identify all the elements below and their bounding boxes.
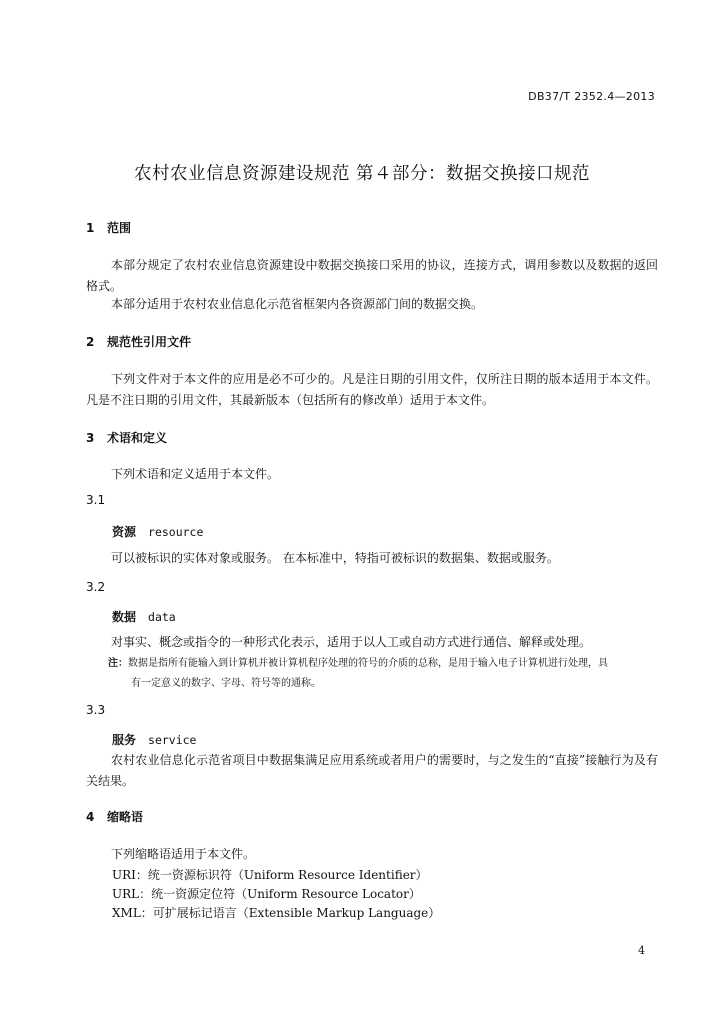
abbreviation-xml: XML：可扩展标记语言（Extensible Markup Language） (112, 906, 441, 920)
term-3-3-number: 3.3 (86, 703, 106, 717)
section-2-paragraph-1: 下列文件对于本文件的应用是必不可少的。凡是注日期的引用文件，仅所注日期的版本适用于本文件。凡是不注日期的引用文件，其最新版本（包括所有的修改单）适用于本文件。 (86, 372, 658, 407)
section-3-intro: 下列术语和定义适用于本文件。 (111, 467, 280, 481)
abbreviation-url: URL：统一资源定位符（Uniform Resource Locator） (112, 887, 421, 901)
term-zh: 数据 (112, 610, 137, 624)
section-title: 规范性引用文件 (107, 335, 192, 349)
term-3-2 (112, 608, 176, 625)
section-number: 2 (86, 335, 95, 349)
section-4-heading (86, 808, 143, 825)
term-3-1-number: 3.1 (86, 493, 106, 507)
section-2-heading (86, 333, 191, 350)
section-number: 1 (86, 221, 95, 235)
note-label: 注： (108, 658, 128, 669)
standard-code: DB37/T 2352.4—2013 (528, 90, 655, 103)
section-1-paragraph-1: 本部分规定了农村农业信息资源建设中数据交换接口采用的协议，连接方式，调用参数以及数据的返回格式。 (86, 258, 658, 293)
section-number: 3 (86, 431, 95, 445)
section-4-intro: 下列缩略语适用于本文件。 (111, 847, 256, 861)
section-1-heading (86, 219, 131, 236)
term-3-1 (112, 523, 203, 540)
term-zh: 服务 (112, 733, 137, 747)
section-title: 范围 (107, 221, 132, 235)
term-3-3-definition: 农村农业信息化示范省项目中数据集满足应用系统或者用户的需要时，与之发生的“直接”接触行为及有关结果。 (86, 753, 658, 788)
term-zh: 资源 (112, 525, 137, 539)
term-3-2-definition: 对事实、概念或指令的一种形式化表示，适用于以人工或自动方式进行通信、解释或处理。 (111, 635, 592, 649)
term-3-1-definition: 可以被标识的实体对象或服务。 在本标准中，特指可被标识的数据集、数据或服务。 (111, 551, 559, 565)
section-title: 术语和定义 (107, 431, 168, 445)
section-1-paragraph-2: 本部分适用于农村农业信息化示范省框架内各资源部门间的数据交换。 (111, 297, 484, 311)
document-title: 农村农业信息资源建设规范 第４部分：数据交换接口规范 (133, 164, 591, 184)
term-en: service (148, 733, 197, 747)
term-3-2-number: 3.2 (86, 580, 106, 594)
abbreviation-uri: URI：统一资源标识符（Uniform Resource Identifier） (112, 868, 428, 882)
section-3-heading (86, 429, 167, 446)
term-en: resource (148, 525, 204, 539)
term-3-3 (112, 731, 196, 748)
page-number: 4 (638, 944, 645, 957)
section-title: 缩略语 (107, 810, 144, 824)
term-3-2-note (108, 654, 658, 694)
section-number: 4 (86, 810, 95, 824)
note-line-2: 有一定意义的数字、字母、符号等的通称。 (131, 678, 321, 689)
note-line-1: 数据是指所有能输入到计算机并被计算机程序处理的符号的介质的总称，是用于输入电子计算机进行处理，具 (128, 658, 608, 669)
term-en: data (148, 610, 176, 624)
